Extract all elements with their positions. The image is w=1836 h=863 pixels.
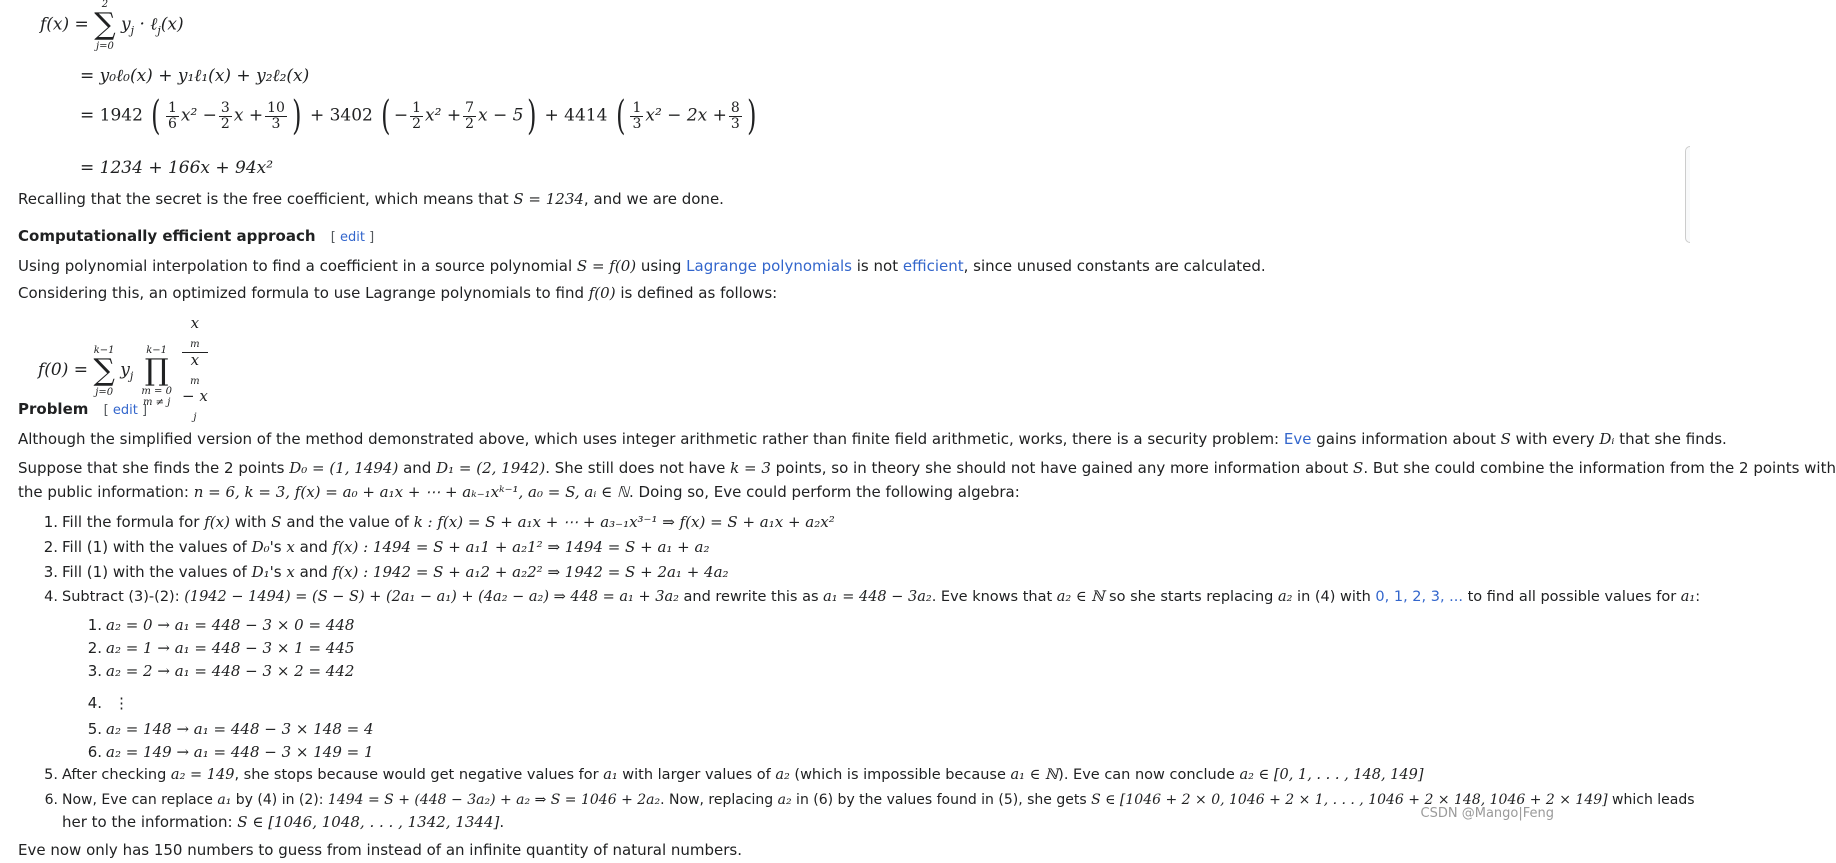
paragraph-efficient-2: Considering this, an optimized formula to use Lagrange polynomials to find f(0) is defined as follows:	[18, 284, 778, 302]
link-efficient[interactable]: efficient	[902, 257, 964, 275]
link-lagrange-polynomials[interactable]: Lagrange polynomials	[686, 257, 852, 275]
section-heading-problem: Problem [ edit ]	[18, 400, 148, 418]
paragraph-final: Eve now only has 150 numbers to guess from instead of an infinite quantity of natural numbers.	[18, 841, 743, 859]
sub-list-item: 6. a₂ = 149 → a₁ = 448 − 3 × 149 = 1	[87, 743, 374, 761]
sub-list-item: 1. a₂ = 0 → a₁ = 448 − 3 × 0 = 448	[87, 616, 355, 634]
list-item-continuation: her to the information: S ∈ [1046, 1048, . . . , 1342, 1344].	[62, 813, 505, 831]
list-item: 3. Fill (1) with the values of D₁'s x and f(x) : 1942 = S + a₁2 + a₂2² ⇒ 1942 = S + 2a₁ + 4a₂	[43, 563, 729, 581]
paragraph-efficient-1: Using polynomial interpolation to find a coefficient in a source polynomial S = f(0) using Lagrange polynomials is not efficient, since unused constants are calculated.	[18, 257, 1266, 275]
paragraph-problem-1: Although the simplified version of the method demonstrated above, which uses integer arithmetic rather than finite field arithmetic, works, there is a security problem: Eve gains information about S with every Dᵢ that she finds.	[18, 430, 1727, 448]
sub-list-item: 4. ⋮	[87, 694, 129, 712]
section-heading-efficient: Computationally efficient approach [ edit ]	[18, 227, 375, 245]
formula-optimized: f(0) = ∑ k−1 j=0 $y_j$ ∏ k−1 m = 0 m ≠ j x $_m$ x $_m$ − x $_j$	[38, 314, 208, 423]
equation-result: = 1234 + 166x + 94x²	[80, 158, 274, 178]
list-item: 4. Subtract (3)-(2): (1942 − 1494) = (S − S) + (2a₁ − a₁) + (4a₂ − a₂) ⇒ 448 = a₁ + 3a₂ and rewrite this as a₁ = 448 − 3a₂. Eve knows that a₂ ∈ ℕ so she starts replacing a₂ in (4) with 0, 1, 2, 3, ... to find all possible values for a₁:	[44, 589, 1701, 605]
edit-link-efficient[interactable]: edit	[339, 230, 365, 245]
list-item: 5. After checking a₂ = 149, she stops because would get negative values for a₁ with larger values of a₂ (which is impossible because a₁ ∈ ℕ). Eve can now conclude a₂ ∈ [0, 1, . . . , 148, 149]	[44, 767, 1424, 783]
paragraph-problem-2-line2: the public information: n = 6, k = 3, f(x) = a₀ + a₁x + ⋯ + aₖ₋₁xᵏ⁻¹, a₀ = S, aᵢ ∈ ℕ. Doing so, Eve could perform the following algebra:	[18, 483, 1020, 501]
list-item: 2. Fill (1) with the values of D₀'s x and f(x) : 1494 = S + a₁1 + a₂1² ⇒ 1494 = S + a₁ + a₂	[43, 538, 710, 556]
link-natural-numbers[interactable]: 0, 1, 2, 3, ...	[1375, 589, 1464, 605]
paragraph-problem-2-line1: Suppose that she finds the 2 points D₀ = (1, 1494) and D₁ = (2, 1942). She still does not have k = 3 points, so in theory she should not have gained any more information about S. But she could combine the information from the 2 points with	[18, 459, 1836, 477]
sub-list-item: 3. a₂ = 2 → a₁ = 448 − 3 × 2 = 442	[87, 662, 355, 680]
list-item: 1. Fill the formula for f(x) with S and the value of k : f(x) = S + a₁x + ⋯ + a₃₋₁x³⁻¹ ⇒ f(x) = S + a₁x + a₂x²	[43, 513, 835, 531]
summation-symbol: ∑ 2 j=0	[94, 0, 116, 52]
edit-link-problem[interactable]: edit	[112, 403, 138, 418]
equation-substituted: = 1942 ( $\frac{1}{6}$ x² − $\frac{3}{2}$ x + $\frac{10}{3}$ ) + 3402 ( − $\frac{1}{2}$ x² + $\frac{7}{2}$ x − 5) + 4414 ( $\frac{1}{3}$ x² − 2x + $\frac{8}{3}$ )	[80, 93, 757, 139]
equation-sum-definition: f(x) = ∑ 2 j=0 $y_j$ · ℓ$_j$(x)	[40, 0, 184, 52]
paragraph-recall: Recalling that the secret is the free coefficient, which means that S = 1234, and we are done.	[18, 190, 724, 208]
side-scroll-tab[interactable]	[1685, 146, 1690, 243]
product-symbol: ∏ k−1 m = 0 m ≠ j	[141, 344, 172, 408]
sub-list-item: 5. a₂ = 148 → a₁ = 448 − 3 × 148 = 4	[87, 720, 374, 738]
watermark: CSDN @Mango|Feng	[1420, 806, 1554, 821]
equation-expanded: = y₀ℓ₀(x) + y₁ℓ₁(x) + y₂ℓ₂(x)	[80, 66, 310, 86]
link-eve[interactable]: Eve	[1283, 430, 1312, 448]
summation-symbol: ∑ k−1 j=0	[93, 344, 115, 398]
list-item: 6. Now, Eve can replace a₁ by (4) in (2): 1494 = S + (448 − 3a₂) + a₂ ⇒ S = 1046 + 2a₂. Now, replacing a₂ in (6) by the values found in (5), she gets S ∈ [1046 + 2 × 0, 1046 + 2 × 1, . . . , 1046 + 2 × 148, 1046 + 2 × 149] which leads	[44, 792, 1695, 808]
sub-list-item: 2. a₂ = 1 → a₁ = 448 − 3 × 1 = 445	[87, 639, 355, 657]
